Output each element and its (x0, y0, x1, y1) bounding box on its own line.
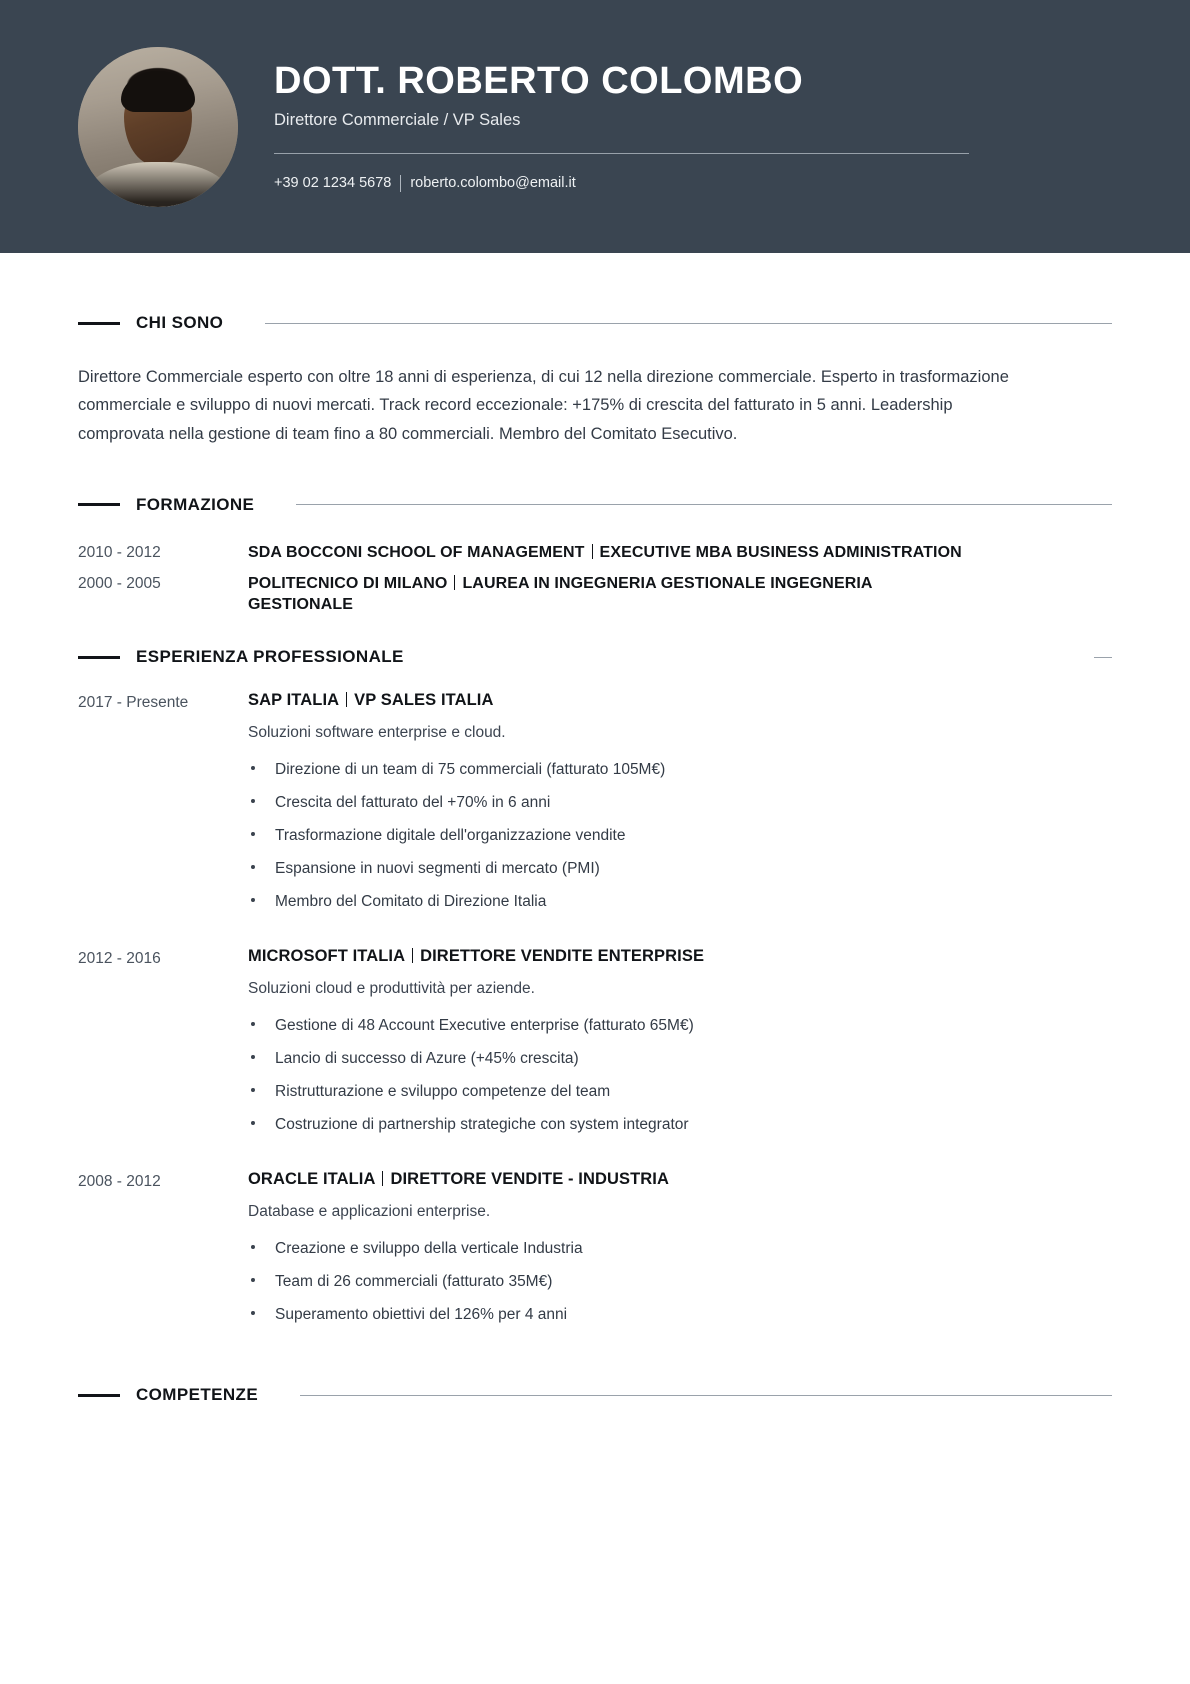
section-dash-icon (78, 1394, 120, 1397)
bullet-text: Costruzione di partnership strategiche con system integrator (275, 1115, 689, 1133)
bullet-item (248, 1239, 1112, 1260)
experience-title (248, 947, 1112, 966)
education-dates: 2000 - 2005 (78, 574, 161, 592)
bullet-dot-icon (251, 1245, 255, 1249)
section-header-about (78, 313, 1112, 333)
contact-line (274, 175, 1040, 192)
section-header-experience (78, 647, 1112, 667)
cv-header (0, 0, 1190, 253)
experience-description: Soluzioni cloud e produttività per aziende. (248, 980, 535, 998)
section-header-education (78, 495, 1112, 515)
experience-description: Database e applicazioni enterprise. (248, 1202, 491, 1220)
pipe-separator-icon (592, 544, 593, 559)
avatar (78, 47, 238, 207)
page-title: DOTT. ROBERTO COLOMBO (274, 60, 804, 103)
education-degree: LAUREA IN INGEGNERIA GESTIONALE INGEGNERIA GESTIONALE (248, 574, 872, 614)
experience-content (248, 947, 1112, 1136)
pipe-separator-icon (382, 1171, 383, 1186)
section-rule (265, 323, 1112, 324)
education-item (78, 573, 1112, 616)
bullet-dot-icon (251, 799, 255, 803)
bullet-item (248, 760, 1112, 781)
bullet-item (248, 892, 1112, 913)
header-role: Direttore Commerciale / VP Sales (274, 110, 521, 129)
bullet-item (248, 826, 1112, 847)
bullet-text: Superamento obiettivi del 126% per 4 anni (275, 1305, 568, 1323)
spacer (78, 253, 1112, 313)
education-dates: 2010 - 2012 (78, 543, 161, 561)
experience-content (248, 1170, 1112, 1326)
experience-list (78, 691, 1112, 1325)
bullet-dot-icon (251, 832, 255, 836)
section-title-about: CHI SONO (136, 313, 224, 332)
section-title-skills: COMPETENZE (136, 1385, 259, 1405)
experience-item (78, 691, 1112, 913)
education-degree: EXECUTIVE MBA BUSINESS ADMINISTRATION (599, 543, 962, 561)
pipe-separator-icon (454, 575, 455, 590)
education-list (78, 542, 1112, 616)
bullet-item (248, 1016, 1112, 1037)
experience-company: MICROSOFT ITALIA (248, 947, 406, 966)
bullet-item (248, 1082, 1112, 1103)
bullet-dot-icon (251, 898, 255, 902)
bullet-text: Ristrutturazione e sviluppo competenze del team (275, 1082, 611, 1100)
bullet-dot-icon (251, 1121, 255, 1125)
education-title (248, 542, 962, 563)
about-text: Direttore Commerciale esperto con oltre 18 anni di esperienza, di cui 12 nella direzione commerciale. Esperto in trasformazione commerciale e sviluppo di nuovi mercati. Track record eccezionale: +175% di crescita del fatturato in 5 anni. Leadership comprovata nella gestione di team fino a 80 commerciali. Membro del Comitato Esecutivo. (78, 368, 1009, 443)
bullet-text: Gestione di 48 Account Executive enterprise (fatturato 65M€) (275, 1017, 694, 1035)
section-dash-icon (78, 322, 120, 325)
section-dash-icon (78, 656, 120, 659)
bullet-item (248, 1272, 1112, 1293)
contact-separator-icon (400, 175, 401, 192)
experience-dates: 2012 - 2016 (78, 950, 161, 968)
experience-company: ORACLE ITALIA (248, 1169, 376, 1188)
experience-company: SAP ITALIA (248, 691, 340, 710)
bullet-text: Direzione di un team di 75 commerciali (fatturato 105M€) (275, 761, 666, 779)
section-title-education: FORMAZIONE (136, 494, 255, 514)
bullet-item (248, 1115, 1112, 1136)
bullet-text: Lancio di successo di Azure (+45% crescita) (275, 1049, 579, 1067)
bullet-item (248, 859, 1112, 880)
bullet-text: Espansione in nuovi segmenti di mercato (PMI) (275, 860, 600, 878)
section-rule (300, 1395, 1112, 1396)
experience-position: DIRETTORE VENDITE - INDUSTRIA (390, 1169, 670, 1188)
bullet-item (248, 1305, 1112, 1326)
bullet-text: Crescita del fatturato del +70% in 6 anni (275, 794, 551, 812)
experience-bullets (248, 1016, 1112, 1136)
section-rule (296, 504, 1112, 505)
experience-title (248, 691, 1112, 710)
contact-phone[interactable]: +39 02 1234 5678 (274, 175, 392, 192)
bullet-dot-icon (251, 1022, 255, 1026)
education-title (248, 573, 968, 616)
bullet-dot-icon (251, 766, 255, 770)
bullet-dot-icon (251, 1311, 255, 1315)
experience-dates: 2017 - Presente (78, 694, 189, 712)
section-title-experience: ESPERIENZA PROFESSIONALE (136, 647, 404, 667)
header-divider (274, 153, 969, 154)
pipe-separator-icon (346, 692, 347, 707)
experience-description: Soluzioni software enterprise e cloud. (248, 724, 506, 742)
bullet-dot-icon (251, 865, 255, 869)
experience-bullets (248, 1239, 1112, 1326)
contact-email[interactable]: roberto.colombo@email.it (410, 175, 576, 192)
experience-content (248, 691, 1112, 913)
bullet-dot-icon (251, 1055, 255, 1059)
spacer (78, 465, 1112, 495)
experience-title (248, 1170, 1112, 1189)
header-text-block (274, 61, 1190, 191)
bullet-item (248, 793, 1112, 814)
experience-dates: 2008 - 2012 (78, 1172, 161, 1190)
spacer (78, 1325, 1112, 1385)
section-header-skills (78, 1385, 1112, 1405)
experience-item (78, 1170, 1112, 1326)
pipe-separator-icon (412, 948, 413, 963)
education-item (78, 542, 1112, 563)
experience-bullets (248, 760, 1112, 913)
experience-position: DIRETTORE VENDITE ENTERPRISE (420, 947, 705, 966)
education-institution: POLITECNICO DI MILANO (248, 574, 448, 592)
bullet-dot-icon (251, 1278, 255, 1282)
bullet-text: Team di 26 commerciali (fatturato 35M€) (275, 1272, 553, 1290)
cv-body (0, 253, 1190, 1405)
experience-position: VP SALES ITALIA (354, 691, 494, 710)
section-dash-icon (78, 503, 120, 506)
bullet-dot-icon (251, 1088, 255, 1092)
bullet-text: Creazione e sviluppo della verticale Industria (275, 1239, 583, 1257)
section-rule (1094, 657, 1112, 658)
education-institution: SDA BOCCONI SCHOOL OF MANAGEMENT (248, 543, 585, 561)
bullet-item (248, 1049, 1112, 1070)
spacer (78, 625, 1112, 647)
bullet-text: Membro del Comitato di Direzione Italia (275, 893, 547, 911)
experience-item (78, 947, 1112, 1136)
bullet-text: Trasformazione digitale dell'organizzazione vendite (275, 827, 626, 845)
